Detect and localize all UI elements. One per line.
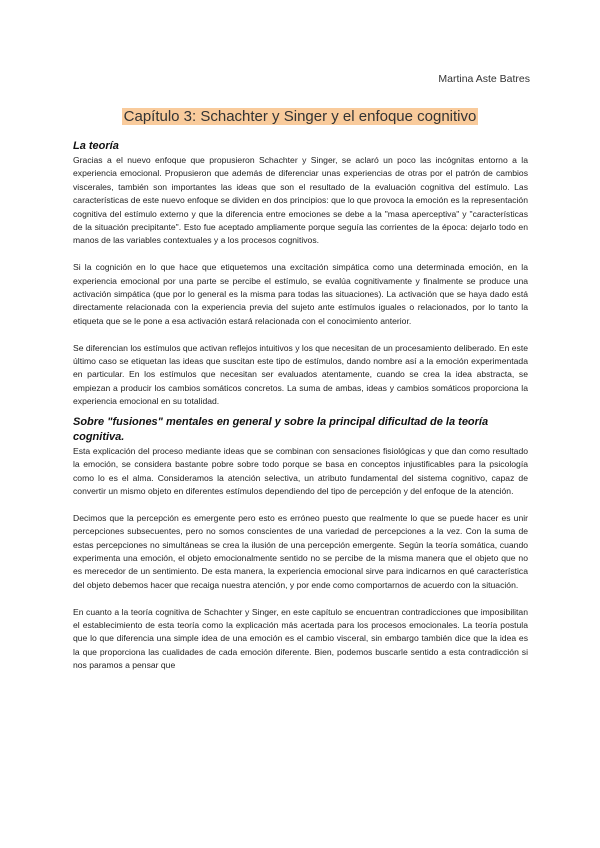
paragraph-spacer <box>73 328 528 341</box>
paragraph-spacer <box>73 592 528 605</box>
paragraph: Si la cognición en lo que hace que etiquetemos una excitación simpática como una determinada emoción, en la experiencia emocional por una parte se percibe el estímulo, se evalúa cognitivamente y finalmente se produce una activación simpática (que por lo general es la misma para todas las situaciones). La activación que se haya dado está directamente relacionada con la experiencia previa del sujeto ante estímulos iguales o relacionados, por lo tanto la etiqueta que se le pone a esa activación estará relacionada con el conocimiento anterior. <box>73 262 528 326</box>
chapter-title-text: Capítulo 3: Schachter y Singer y el enfoque cognitivo <box>123 108 477 125</box>
paragraph-spacer <box>73 498 528 511</box>
author-name: Martina Aste Batres <box>438 73 530 85</box>
document-body <box>73 138 528 673</box>
paragraph: Gracias a el nuevo enfoque que propusieron Schachter y Singer, se aclaró un poco las incógnitas entorno a la experiencia emocional. Propusieron que además de diferenciar unas experiencias de otras por el patrón de cambios viscerales, también son importantes las ideas que son el resultado de la evaluación cognitiva del estímulo. Las características de este nuevo enfoque se dividen en dos principios: que lo que provoca la emoción es la representación cognitiva del estímulo externo y que la diferencia entre emociones se debe a la "masa aperceptiva" y "características de la situación precipitante". Esto fue aceptado ampliamente porque seguía las corrientes de la época: dejarlo todo en manos de las variables contextuales y a los procesos cognitivos. <box>73 155 528 246</box>
chapter-title <box>0 108 600 126</box>
paragraph: Decimos que la percepción es emergente pero esto es erróneo puesto que realmente lo que se puede hacer es unir percepciones subsecuentes, pero no somos conscientes de una variedad de percepciones a la vez. Con la suma de estas percepciones no simultáneas se crea la ilusión de una percepción emergente. Según la teoría somática, cuando experimenta una emoción, el objeto emocionalmente sentido no se percibe de la misma manera que el objeto que no es merecedor de un sentimiento. De esta manera, la experiencia emocional sirve para indicarnos en qué característica del objeto debemos hacer que recaiga nuestra atención, y por ende como comportarnos de acuerdo con la situación. <box>73 512 528 590</box>
section-heading-fusions: Sobre "fusiones" mentales en general y sobre la principal dificultad de la teoría cognitiva. <box>73 415 489 443</box>
section-heading-theory: La teoría <box>73 140 119 152</box>
paragraph: Se diferencian los estímulos que activan reflejos intuitivos y los que necesitan de un procesamiento deliberado. En este último caso se etiquetan las ideas que suscitan este tipo de estímulos, dando nombre así a la emoción experimentada en particular. En los estímulos que necesitan ser evaluados atentamente, cuando se crea la idea abstracta, se empiezan a producir los cambios somáticos concretos. La suma de ambas, ideas y cambios somáticos proporciona la experiencia emocional en su totalidad. <box>73 342 528 407</box>
paragraph-spacer <box>73 248 528 261</box>
paragraph: Esta explicación del proceso mediante ideas que se combinan con sensaciones fisiológicas y que dan como resultado la emoción, se considera bastante pobre sobre todo porque se basa en conceptos injustificables para la psicología como lo es el alma. Consideramos la atención selectiva, un atributo fundamental del sistema cognitivo, capaz de convertir un mismo objeto en diferentes estímulos dependiendo del tipo de percepción y del enfoque de la atención. <box>73 445 528 496</box>
paragraph: En cuanto a la teoría cognitiva de Schachter y Singer, en este capítulo se encuentran contradicciones que imposibilitan el establecimiento de esta teoría como la explicación más acertada para los procesos emocionales. La teoría postula que lo que diferencia una simple idea de una emoción es el cambio visceral, sin embargo también dice que la idea es la que proporciona las cualidades de cada emoción diferente. Bien, podemos buscarle sentido a esta contradicción si nos paramos a pensar que <box>73 606 528 671</box>
